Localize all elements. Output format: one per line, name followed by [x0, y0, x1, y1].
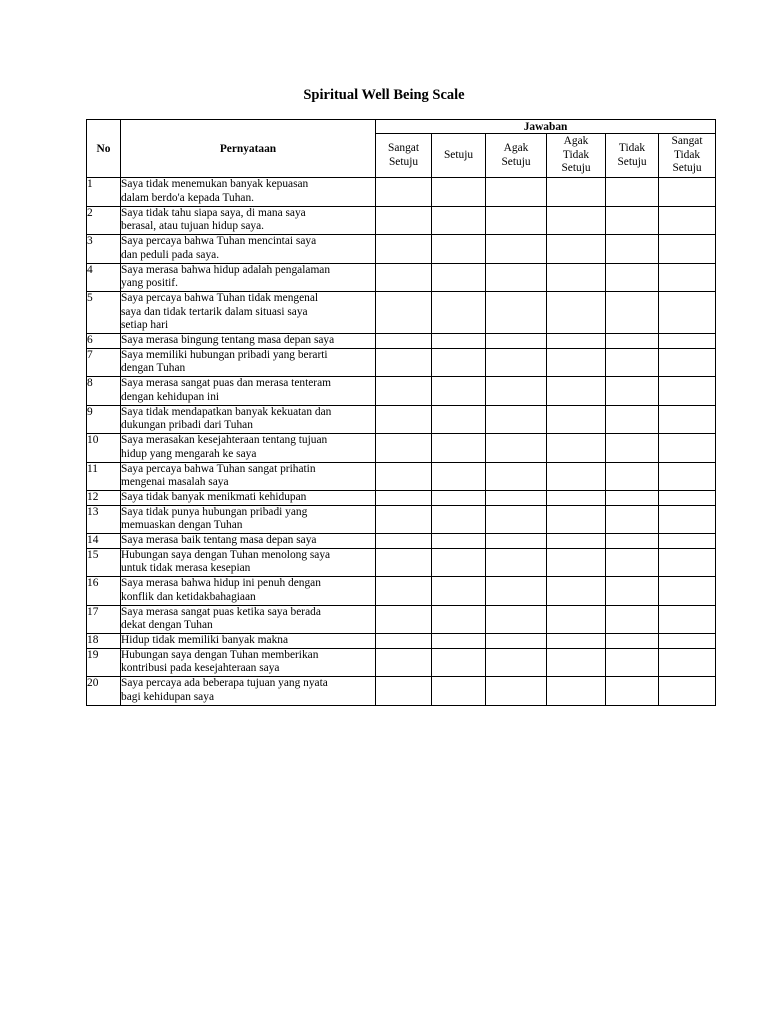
answer-option-label: Setuju: [443, 148, 474, 161]
statement-line: memuaskan dengan Tuhan: [121, 519, 243, 531]
answer-cell[interactable]: [432, 263, 486, 292]
item-number: 9: [87, 405, 121, 434]
item-number: 16: [87, 577, 121, 606]
statement-line: Saya merasa bingung tentang masa depan saya: [121, 334, 335, 346]
answer-cell[interactable]: [376, 548, 432, 577]
answer-cell[interactable]: [432, 648, 486, 677]
statement-line: Saya tidak punya hubungan pribadi yang: [121, 505, 308, 518]
item-number: 1: [87, 178, 121, 207]
answer-cell[interactable]: [606, 605, 659, 634]
answer-cell[interactable]: [659, 405, 716, 434]
answer-cell[interactable]: [432, 462, 486, 491]
statement-line: yang positif.: [121, 277, 178, 289]
answer-cell[interactable]: [486, 178, 547, 207]
answer-cell[interactable]: [376, 377, 432, 406]
answer-cell[interactable]: [376, 648, 432, 677]
statement-text: [121, 434, 376, 463]
answer-cell[interactable]: [547, 434, 606, 463]
answer-cell[interactable]: [606, 348, 659, 377]
answer-cell[interactable]: [486, 648, 547, 677]
statement-line: hidup yang mengarah ke saya: [121, 447, 257, 460]
table-row: [87, 334, 716, 349]
answer-option-label: Setuju: [501, 155, 531, 168]
answer-cell[interactable]: [606, 462, 659, 491]
answer-cell[interactable]: [659, 235, 716, 264]
answer-cell[interactable]: [376, 462, 432, 491]
statement-line: Saya merasa bahwa hidup ini penuh dengan: [121, 577, 321, 589]
statement-line: Saya memiliki hubungan pribadi yang berarti: [121, 348, 328, 361]
statement-line: konflik dan ketidakbahagiaan: [121, 590, 256, 603]
table-row: [87, 548, 716, 577]
answer-cell[interactable]: [432, 178, 486, 207]
answer-cell[interactable]: [547, 348, 606, 377]
answer-cell[interactable]: [659, 348, 716, 377]
column-header-answer-group: Jawaban: [376, 120, 716, 134]
statement-text: [121, 548, 376, 577]
answer-cell[interactable]: [659, 605, 716, 634]
column-header-statement: Pernyataan: [121, 120, 376, 178]
answer-cell[interactable]: [376, 534, 432, 549]
table-row: [87, 405, 716, 434]
item-number: 15: [87, 548, 121, 577]
answer-cell[interactable]: [486, 505, 547, 534]
table-row: [87, 491, 716, 506]
answer-cell[interactable]: [659, 577, 716, 606]
answer-cell[interactable]: [547, 634, 606, 649]
table-row: [87, 206, 716, 235]
answer-cell[interactable]: [547, 263, 606, 292]
table-row: [87, 462, 716, 491]
answer-cell[interactable]: [659, 534, 716, 549]
answer-cell[interactable]: [376, 634, 432, 649]
statement-line: dengan kehidupan ini: [121, 390, 220, 403]
answer-cell[interactable]: [659, 677, 716, 706]
answer-cell[interactable]: [432, 235, 486, 264]
answer-cell[interactable]: [486, 235, 547, 264]
statement-line: saya dan tidak tertarik dalam situasi saya: [121, 305, 308, 318]
answer-cell[interactable]: [486, 405, 547, 434]
table-body: [87, 178, 716, 706]
answer-cell[interactable]: [547, 534, 606, 549]
answer-cell[interactable]: [486, 292, 547, 334]
answer-option-label: Tidak: [618, 142, 646, 154]
answer-cell[interactable]: [486, 263, 547, 292]
answer-cell[interactable]: [432, 292, 486, 334]
statement-line: Saya merasa sangat puas ketika saya berada: [121, 605, 321, 618]
table-row: [87, 605, 716, 634]
statement-line: kontribusi pada kesejahteraan saya: [121, 662, 280, 674]
answer-cell[interactable]: [606, 235, 659, 264]
answer-cell[interactable]: [606, 548, 659, 577]
answer-cell[interactable]: [432, 377, 486, 406]
item-number: 2: [87, 206, 121, 235]
item-number: 11: [87, 462, 121, 491]
answer-cell[interactable]: [376, 178, 432, 207]
statement-line: Saya percaya bahwa Tuhan sangat prihatin: [121, 462, 316, 475]
answer-cell[interactable]: [376, 405, 432, 434]
answer-cell[interactable]: [547, 377, 606, 406]
answer-cell[interactable]: [547, 491, 606, 506]
answer-cell[interactable]: [606, 577, 659, 606]
statement-text: [121, 178, 376, 207]
statement-line: berasal, atau tujuan hidup saya.: [121, 220, 264, 232]
column-header-no: No: [87, 120, 121, 178]
statement-text: [121, 462, 376, 491]
statement-text: [121, 534, 376, 549]
answer-cell[interactable]: [606, 292, 659, 334]
table-row: [87, 292, 716, 334]
answer-cell[interactable]: [547, 605, 606, 634]
statement-text: [121, 377, 376, 406]
answer-cell[interactable]: [486, 677, 547, 706]
answer-cell[interactable]: [376, 334, 432, 349]
answer-cell[interactable]: [606, 206, 659, 235]
statement-line: Saya merasakan kesejahteraan tentang tujuan: [121, 434, 328, 446]
answer-cell[interactable]: [606, 434, 659, 463]
statement-text: [121, 206, 376, 235]
statement-line: Saya merasa bahwa hidup adalah pengalaman: [121, 263, 331, 276]
answer-cell[interactable]: [606, 505, 659, 534]
item-number: 8: [87, 377, 121, 406]
answer-cell[interactable]: [606, 677, 659, 706]
answer-cell[interactable]: [432, 577, 486, 606]
table-row: [87, 505, 716, 534]
statement-line: Hubungan saya dengan Tuhan menolong saya: [121, 548, 331, 561]
statement-line: Hidup tidak memiliki banyak makna: [121, 634, 289, 646]
table-row: [87, 235, 716, 264]
answer-cell[interactable]: [659, 548, 716, 577]
answer-cell[interactable]: [486, 634, 547, 649]
answer-cell[interactable]: [432, 634, 486, 649]
statement-line: Hubungan saya dengan Tuhan memberikan: [121, 648, 319, 661]
answer-cell[interactable]: [606, 263, 659, 292]
answer-option-label: Agak: [503, 142, 529, 154]
answer-cell[interactable]: [606, 648, 659, 677]
answer-cell[interactable]: [376, 206, 432, 235]
answer-cell[interactable]: [432, 206, 486, 235]
answer-cell[interactable]: [547, 292, 606, 334]
statement-text: [121, 648, 376, 677]
answer-cell[interactable]: [606, 491, 659, 506]
answer-cell[interactable]: [606, 634, 659, 649]
statement-line: dan peduli pada saya.: [121, 248, 220, 261]
answer-cell[interactable]: [376, 577, 432, 606]
table-row: [87, 677, 716, 706]
answer-cell[interactable]: [432, 548, 486, 577]
answer-cell[interactable]: [547, 505, 606, 534]
answer-cell[interactable]: [547, 235, 606, 264]
item-number: 3: [87, 235, 121, 264]
answer-cell[interactable]: [547, 178, 606, 207]
answer-option-header: [547, 134, 606, 178]
table-row: [87, 434, 716, 463]
answer-cell[interactable]: [547, 577, 606, 606]
answer-cell[interactable]: [432, 434, 486, 463]
answer-cell[interactable]: [486, 434, 547, 463]
table-row: [87, 263, 716, 292]
answer-cell[interactable]: [659, 178, 716, 207]
item-number: 6: [87, 334, 121, 349]
table-row: [87, 634, 716, 649]
answer-cell[interactable]: [432, 491, 486, 506]
item-number: 19: [87, 648, 121, 677]
statement-line: Saya tidak banyak menikmati kehidupan: [121, 491, 307, 503]
answer-cell[interactable]: [486, 377, 547, 406]
answer-cell[interactable]: [486, 462, 547, 491]
statement-text: [121, 577, 376, 606]
answer-cell[interactable]: [486, 534, 547, 549]
item-number: 4: [87, 263, 121, 292]
item-number: 17: [87, 605, 121, 634]
answer-cell[interactable]: [547, 677, 606, 706]
answer-option-label: Tidak: [562, 148, 590, 161]
answer-cell[interactable]: [659, 491, 716, 506]
statement-text: [121, 334, 376, 349]
statement-line: Saya percaya ada beberapa tujuan yang nyata: [121, 677, 328, 689]
statement-line: Saya percaya bahwa Tuhan mencintai saya: [121, 235, 317, 247]
answer-cell[interactable]: [606, 377, 659, 406]
answer-cell[interactable]: [659, 334, 716, 349]
answer-option-header: [432, 134, 486, 178]
answer-cell[interactable]: [376, 505, 432, 534]
item-number: 13: [87, 505, 121, 534]
statement-line: mengenai masalah saya: [121, 476, 229, 488]
statement-line: setiap hari: [121, 319, 169, 331]
item-number: 12: [87, 491, 121, 506]
answer-cell[interactable]: [547, 206, 606, 235]
statement-line: untuk tidak merasa kesepian: [121, 562, 251, 574]
statement-text: [121, 491, 376, 506]
answer-option-label: Agak: [563, 135, 589, 148]
statement-text: [121, 677, 376, 706]
item-number: 7: [87, 348, 121, 377]
item-number: 18: [87, 634, 121, 649]
table-row: [87, 348, 716, 377]
answer-cell[interactable]: [432, 348, 486, 377]
table-row: [87, 377, 716, 406]
statement-line: Saya tidak menemukan banyak kepuasan: [121, 178, 309, 190]
scale-table: [86, 119, 716, 706]
answer-option-header: [376, 134, 432, 178]
answer-cell[interactable]: [547, 648, 606, 677]
table-row: [87, 178, 716, 207]
answer-cell[interactable]: [486, 548, 547, 577]
answer-cell[interactable]: [376, 434, 432, 463]
answer-cell[interactable]: [432, 534, 486, 549]
header-row-top: [87, 120, 716, 134]
statement-text: [121, 263, 376, 292]
answer-cell[interactable]: [486, 334, 547, 349]
answer-option-header: [486, 134, 547, 178]
answer-cell[interactable]: [659, 634, 716, 649]
statement-line: dalam berdo'a kepada Tuhan.: [121, 191, 255, 204]
answer-cell[interactable]: [606, 178, 659, 207]
statement-text: [121, 292, 376, 334]
table-row: [87, 577, 716, 606]
answer-option-label: Setuju: [617, 155, 647, 168]
statement-text: [121, 605, 376, 634]
statement-line: Saya percaya bahwa Tuhan tidak mengenal: [121, 292, 319, 304]
item-number: 10: [87, 434, 121, 463]
document-title: Spiritual Well Being Scale: [303, 87, 465, 103]
table-row: [87, 648, 716, 677]
answer-option-label: Setuju: [672, 162, 702, 175]
answer-cell[interactable]: [432, 405, 486, 434]
answer-cell[interactable]: [432, 505, 486, 534]
answer-option-label: Setuju: [561, 162, 591, 175]
statement-line: dekat dengan Tuhan: [121, 619, 213, 631]
answer-cell[interactable]: [659, 292, 716, 334]
answer-cell[interactable]: [547, 462, 606, 491]
answer-cell[interactable]: [547, 334, 606, 349]
answer-cell[interactable]: [376, 292, 432, 334]
answer-cell[interactable]: [432, 605, 486, 634]
answer-cell[interactable]: [659, 462, 716, 491]
answer-cell[interactable]: [376, 605, 432, 634]
statement-line: Saya tidak mendapatkan banyak kekuatan dan: [121, 405, 332, 418]
answer-cell[interactable]: [486, 605, 547, 634]
answer-cell[interactable]: [606, 405, 659, 434]
answer-cell[interactable]: [659, 648, 716, 677]
answer-cell[interactable]: [376, 235, 432, 264]
statement-text: [121, 505, 376, 534]
statement-text: [121, 634, 376, 649]
answer-cell[interactable]: [659, 505, 716, 534]
statement-line: bagi kehidupan saya: [121, 690, 214, 703]
answer-option-label: Setuju: [388, 155, 419, 168]
answer-cell[interactable]: [486, 206, 547, 235]
answer-cell[interactable]: [486, 348, 547, 377]
answer-cell[interactable]: [486, 491, 547, 506]
answer-cell[interactable]: [376, 263, 432, 292]
statement-text: [121, 348, 376, 377]
item-number: 5: [87, 292, 121, 334]
answer-cell[interactable]: [659, 434, 716, 463]
answer-cell[interactable]: [432, 334, 486, 349]
answer-cell[interactable]: [376, 677, 432, 706]
answer-option-label: Tidak: [673, 148, 701, 161]
answer-cell[interactable]: [659, 263, 716, 292]
table-row: [87, 534, 716, 549]
statement-line: dukungan pribadi dari Tuhan: [121, 419, 253, 431]
item-number: 14: [87, 534, 121, 549]
answer-option-label: Sangat: [387, 142, 419, 154]
statement-line: Saya merasa baik tentang masa depan saya: [121, 534, 317, 546]
answer-cell[interactable]: [659, 377, 716, 406]
item-number: 20: [87, 677, 121, 706]
answer-cell[interactable]: [547, 548, 606, 577]
answer-cell[interactable]: [376, 491, 432, 506]
statement-line: Saya merasa sangat puas dan merasa tenteram: [121, 377, 332, 389]
answer-option-label: Sangat: [671, 135, 703, 148]
statement-line: dengan Tuhan: [121, 362, 186, 374]
answer-cell[interactable]: [547, 405, 606, 434]
statement-text: [121, 235, 376, 264]
answer-cell[interactable]: [606, 334, 659, 349]
answer-option-header: [659, 134, 716, 178]
answer-option-header: [606, 134, 659, 178]
answer-cell[interactable]: [376, 348, 432, 377]
statement-line: Saya tidak tahu siapa saya, di mana saya: [121, 206, 306, 219]
answer-cell[interactable]: [432, 677, 486, 706]
answer-cell[interactable]: [659, 206, 716, 235]
statement-text: [121, 405, 376, 434]
answer-cell[interactable]: [606, 534, 659, 549]
answer-cell[interactable]: [486, 577, 547, 606]
